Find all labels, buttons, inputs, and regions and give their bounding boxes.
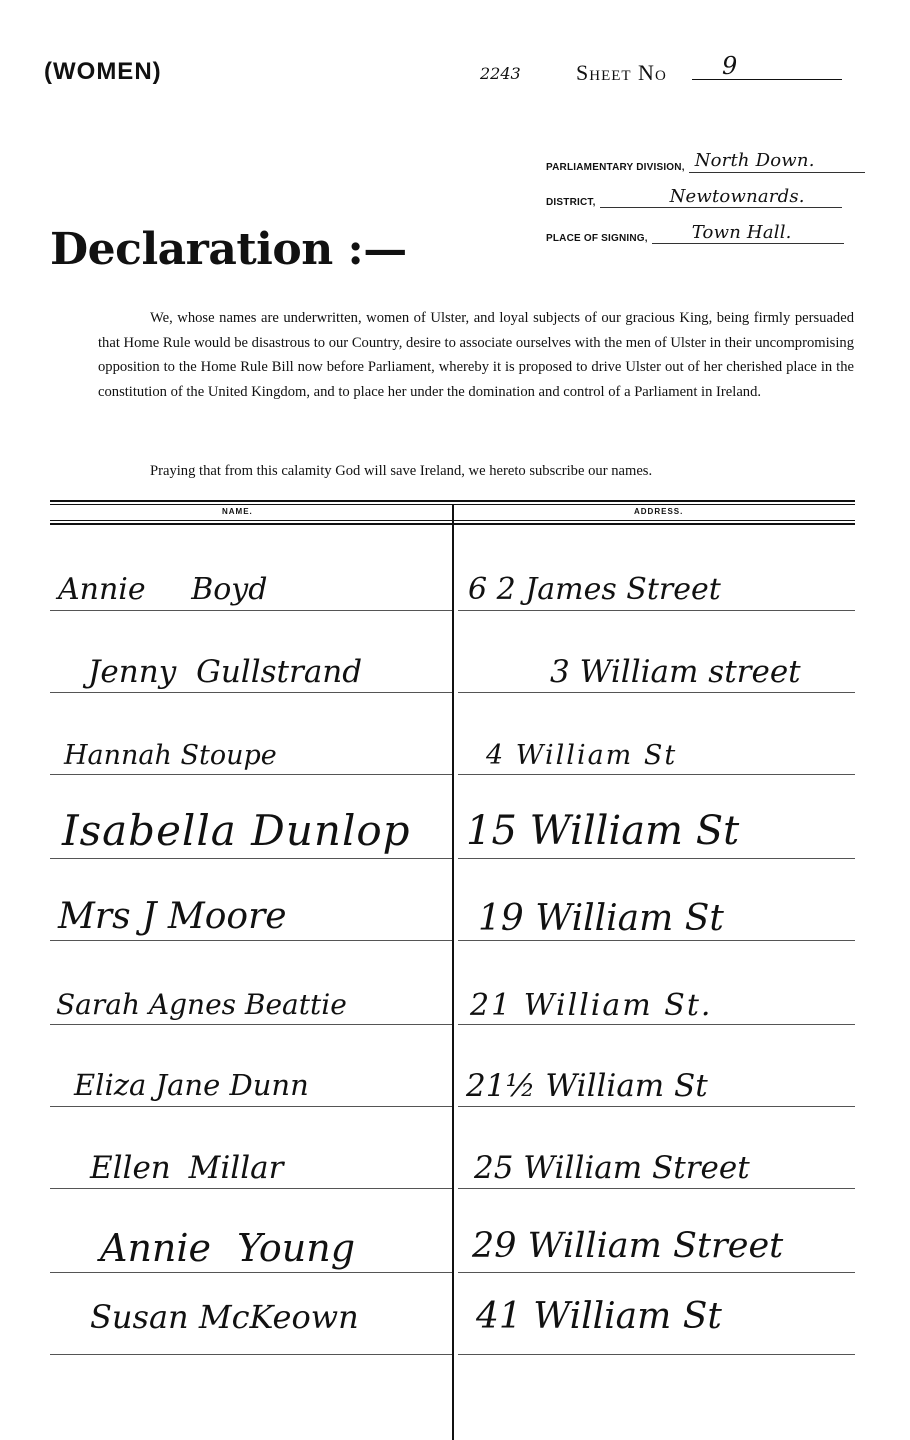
- signature-address: 21½ William St: [466, 1068, 708, 1104]
- ruled-line: [458, 1106, 855, 1107]
- district-label: DISTRICT,: [546, 197, 596, 208]
- signature-address: 25 William Street: [474, 1150, 750, 1186]
- ruled-line: [458, 1188, 855, 1189]
- table-top-rule: [50, 500, 855, 502]
- ruled-line: [50, 858, 452, 859]
- ruled-line: [458, 774, 855, 775]
- ruled-line: [50, 1354, 452, 1355]
- ruled-line: [50, 1106, 452, 1107]
- ruled-line: [458, 940, 855, 941]
- signature-address: 6 2 James Street: [468, 572, 721, 607]
- signature-name: Eliza Jane Dunn: [74, 1068, 309, 1102]
- ruled-line: [458, 858, 855, 859]
- signature-name: Mrs J Moore: [58, 896, 287, 937]
- column-divider: [452, 504, 454, 1440]
- division-label: PARLIAMENTARY DIVISION,: [546, 162, 685, 173]
- place-of-signing-value: Town Hall.: [652, 222, 844, 244]
- ruled-line: [458, 1354, 855, 1355]
- ruled-line: [458, 1272, 855, 1273]
- women-label: (WOMEN): [44, 58, 162, 85]
- signature-name: Susan McKeown: [90, 1298, 359, 1336]
- ruled-line: [50, 610, 452, 611]
- name-column-header: NAME.: [222, 507, 253, 516]
- signature-address: 21 William St.: [470, 988, 713, 1023]
- sheet-number-label: Sheet No: [576, 60, 667, 85]
- sheet-handwritten-number: 2243: [480, 64, 521, 83]
- district-field: [546, 186, 842, 208]
- ruled-line: [458, 610, 855, 611]
- ruled-line: [50, 940, 452, 941]
- division-value: North Down.: [689, 150, 865, 173]
- signature-address: 15 William St: [466, 808, 740, 854]
- signature-name: Annie Boyd: [58, 572, 268, 607]
- signature-address: 4 William St: [486, 740, 678, 771]
- sheet-number-value: 9: [692, 52, 842, 80]
- ruled-line: [458, 1024, 855, 1025]
- signature-name: Isabella Dunlop: [62, 806, 411, 855]
- signature-address: 3 William street: [550, 654, 801, 690]
- signature-name: Annie Young: [100, 1226, 356, 1270]
- signature-address: 19 William St: [478, 898, 724, 939]
- ruled-line: [50, 1024, 452, 1025]
- signature-name: Jenny Gullstrand: [88, 654, 363, 690]
- ruled-line: [50, 1272, 452, 1273]
- declaration-title: Declaration :—: [50, 224, 407, 275]
- signature-address: 29 William Street: [472, 1226, 784, 1266]
- division-field: [546, 150, 865, 173]
- address-column-header: ADDRESS.: [634, 507, 684, 516]
- signature-address: 41 William St: [476, 1296, 722, 1337]
- declaration-prayer: Praying that from this calamity God will save Ireland, we hereto subscribe our names.: [150, 463, 653, 479]
- district-value: Newtownards.: [600, 186, 842, 208]
- signature-name: Hannah Stoupe: [64, 740, 277, 771]
- place-of-signing-field: [546, 222, 844, 244]
- ruled-line: [458, 692, 855, 693]
- signature-name: Sarah Agnes Beattie: [56, 988, 347, 1021]
- signature-name: Ellen Millar: [90, 1150, 284, 1186]
- declaration-body: We, whose names are underwritten, women of Ulster, and loyal subjects of our gracious King, being firmly persuaded that Home Rule would be disastrous to our Country, desire to associate ourselves with the men of Ulster in their uncompromising opposition to the Home Rule Bill now before Parliament, whereby it is proposed to drive Ulster out of her cherished place in the constitution of the United Kingdom, and to place her under the domination and control of a Parliament in Ireland.: [98, 310, 854, 401]
- ruled-line: [50, 692, 452, 693]
- ruled-line: [50, 774, 452, 775]
- place-of-signing-label: PLACE OF SIGNING,: [546, 233, 648, 244]
- ruled-line: [50, 1188, 452, 1189]
